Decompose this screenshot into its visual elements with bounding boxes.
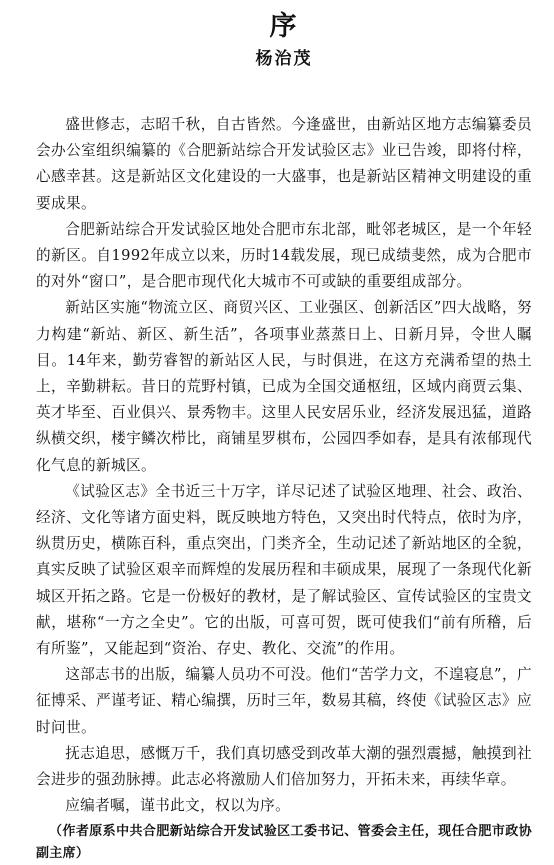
paragraph: 合肥新站综合开发试验区地处合肥市东北部，毗邻老城区，是一个年轻的新区。自1992年成立以来，历时14载发展，现已成绩斐然，成为合肥市的对外“窗口”，是合肥市现代化大城市不可或缺的重要组成部分。 xyxy=(36,220,532,291)
paragraph: 《试验区志》全书近三十万字，详尽记述了试验区地理、社会、政治、经济、文化等诸方面史料，既反映地方特色，又突出时代特点，依时为序，纵贯历史，横陈百科，重点突出，门类齐全，生动记述了新站地区的全貌，真实反映了试验区艰辛而辉煌的发展历程和丰硕成果，展现了一条现代化新城区开拓之路。它是一份极好的教材，是了解试验区、宣传试验区的宝贵文献，堪称“一方之全史”。它的出版，可喜可贺，既可使我们“前有所稽，后有所鉴”，又能起到“资治、存史、教化、交流”的作用。 xyxy=(36,482,532,658)
paragraph: 这部志书的出版，编纂人员功不可没。他们“苦学力文，不遑寝息”，广征博采、严谨考证、精心编撰，历时三年，数易其稿，终使《试验区志》应时问世。 xyxy=(36,666,532,736)
preface-title: 序 xyxy=(269,11,299,42)
author-note: （作者原系中共合肥新站综合开发试验区工委书记、管委会主任，现任合肥市政协副主席） xyxy=(36,824,532,862)
paragraph: 抚志追思，感慨万千，我们真切感受到改革大潮的强烈震撼，触摸到社会进步的强劲脉搏。此志必将激励人们倍加努力，开拓未来，再续华章。 xyxy=(36,744,532,789)
preface-body xyxy=(36,112,532,865)
paragraph: 应编者嘱，谨书此文，权以为序。 xyxy=(65,797,291,815)
paragraph: 新站区实施“物流立区、商贸兴区、工业强区、创新活区”四大战略，努力构建“新站、新区、新生活”，各项事业蒸蒸日上、日新月异，令世人瞩目。14年来，勤劳睿智的新站区人民，与时俱进，在这方充满希望的热土上，辛勤耕耘。昔日的荒野村镇，已成为全国交通枢纽，区域内商贾云集、英才毕至、百业俱兴、景秀物丰。这里人民安居乐业，经济发展迅猛，道路纵横交织，楼宇鳞次栉比，商铺星罗棋布，公园四季如春，是具有浓郁现代化气息的新城区。 xyxy=(36,299,532,474)
paragraph: 盛世修志，志昭千秋，自古皆然。今逢盛世，由新站区地方志编纂委员会办公室组织编纂的《合肥新站综合开发试验区志》业已告竣，即将付梓，心感幸甚。这是新站区文化建设的一大盛事，也是新站区精神文明建设的重要成果。 xyxy=(36,116,532,212)
author-name: 杨治茂 xyxy=(255,49,313,69)
